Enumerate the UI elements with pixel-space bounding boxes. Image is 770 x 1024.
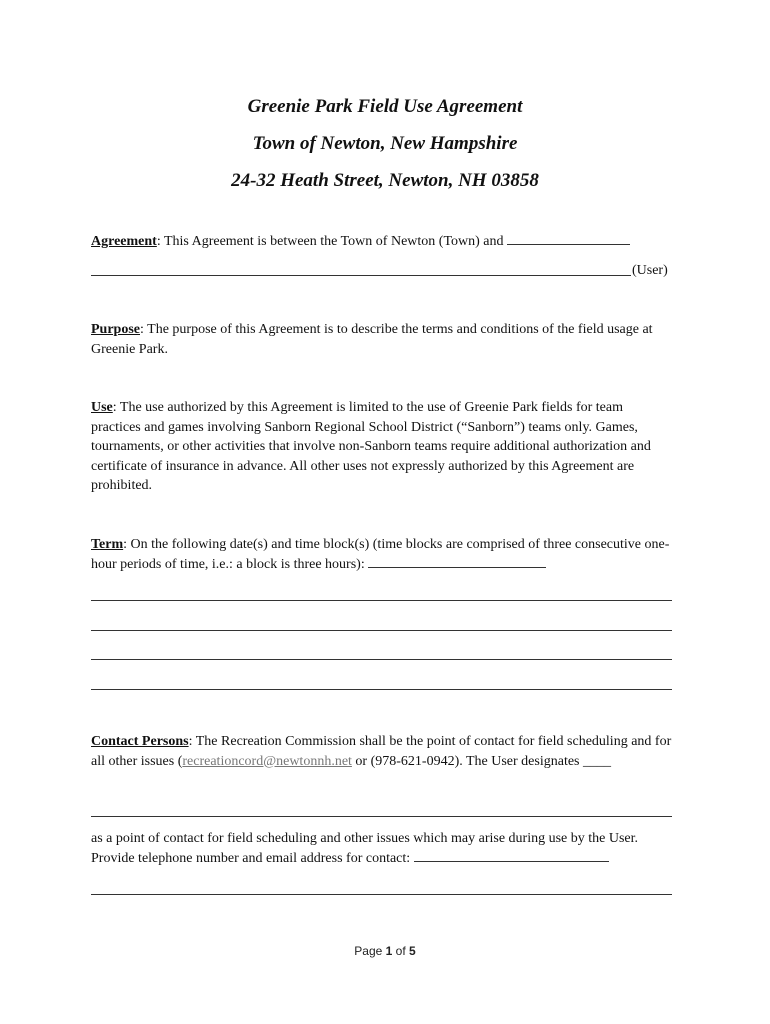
agreement-label: Agreement [91, 234, 157, 249]
of-word: of [395, 944, 406, 958]
user-suffix: (User) [632, 263, 668, 278]
town-name: Town of Newton, New Hampshire [252, 133, 518, 154]
term-blank-line-3[interactable] [91, 659, 672, 660]
designee-section [91, 829, 673, 868]
document-title: Greenie Park Field Use Agreement [247, 96, 523, 117]
page-total: 5 [409, 944, 416, 958]
purpose-section [91, 320, 673, 359]
contact-info-blank-inline[interactable] [414, 849, 609, 862]
contact-text-before: : The Recreation Commission shall be the point of contact for field scheduling and for all other issues ( [91, 734, 672, 769]
page-word: Page [354, 944, 383, 958]
contact-email-link[interactable]: recreationcord@newtonnh.net [182, 753, 352, 769]
purpose-text: : The purpose of this Agreement is to describe the terms and conditions of the field usage at Greenie Park. [91, 322, 653, 357]
term-text: : On the following date(s) and time block(s) (time blocks are comprised of three consecutive one-hour periods of time, i.e.: a block is three hours): [91, 537, 670, 572]
term-section [91, 535, 673, 574]
page-footer [0, 944, 770, 958]
term-blank-line-1[interactable] [91, 600, 672, 601]
use-label: Use [91, 400, 113, 415]
town-address: 24-32 Heath Street, Newton, NH 03858 [231, 170, 539, 191]
designee-blank-line[interactable] [91, 816, 672, 817]
term-blank-line-2[interactable] [91, 630, 672, 631]
contact-label: Contact Persons [91, 734, 189, 749]
agreement-text: : This Agreement is between the Town of Newton (Town) and [156, 234, 507, 249]
purpose-label: Purpose [91, 322, 140, 337]
use-text: : The use authorized by this Agreement is limited to the use of Greenie Park fields for team practices and games involving Sanborn Regional School District (“Sanborn”) teams only. Games, tournaments, or other activities that involve non-Sanborn teams require additional authorization and certificate of insurance in advance. All other uses not expressly authorized by this Agreement are prohibited. [91, 400, 651, 493]
term-blank-line-4[interactable] [91, 689, 672, 690]
contact-info-blank-line[interactable] [91, 894, 672, 895]
use-section [91, 398, 673, 496]
contact-section [91, 732, 673, 771]
designee-text: as a point of contact for field scheduling and other issues which may arise during use by the User. Provide telephone number and email address for contact: [91, 831, 639, 866]
term-blank-inline[interactable] [368, 555, 546, 568]
page-current: 1 [385, 944, 393, 958]
contact-text-after: or (978-621-0942). The User designates ____ [351, 753, 611, 769]
user-name-blank[interactable] [91, 275, 631, 276]
agreement-section [91, 232, 673, 252]
town-party-blank[interactable] [507, 232, 630, 245]
term-label: Term [91, 537, 124, 552]
